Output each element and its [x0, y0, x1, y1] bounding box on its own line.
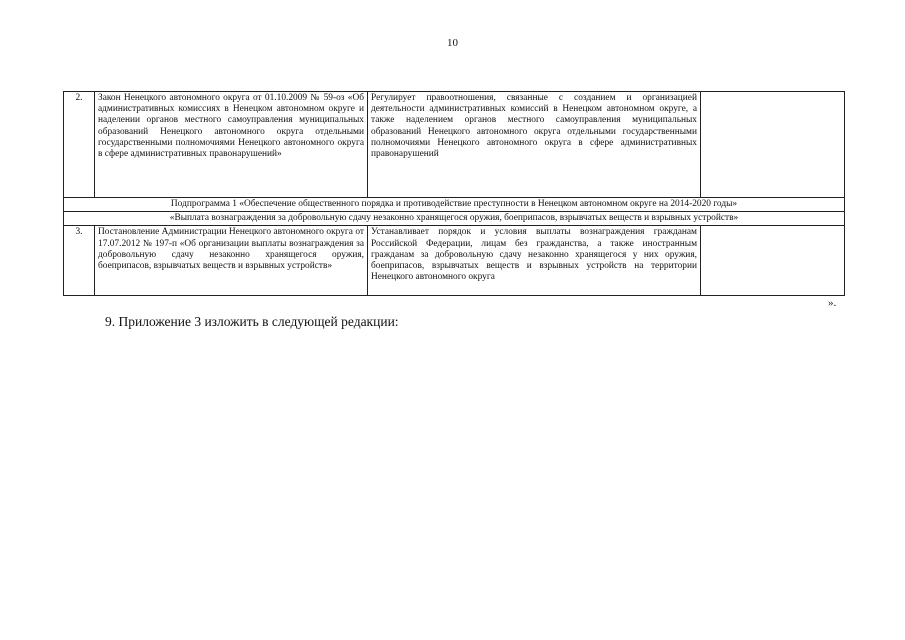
legal-acts-table [63, 91, 845, 296]
legal-act-note [701, 92, 845, 198]
table-row [64, 92, 845, 198]
measure-row [64, 212, 845, 226]
closing-quote: ». [828, 297, 837, 309]
legal-act-title: Постановление Администрации Ненецкого автономного округа от 17.07.2012 № 197-п «Об организации выплаты вознаграждения за добровольную сдачу незаконно хранящегося оружия, боеприпасов, взрывчатых веществ и взрывных устройств» [95, 226, 368, 296]
legal-act-title: Закон Ненецкого автономного округа от 01.10.2009 № 59-оз «Об административных комиссиях в Ненецком автономном округе и наделении органов местного самоуправления муниципальных образований Ненецкого автономного округа отдельными государственными полномочиями Ненецкого автономного округа в сфере административных правонарушений» [95, 92, 368, 198]
legal-act-note [701, 226, 845, 296]
row-number: 2. [64, 92, 95, 198]
measure-heading: «Выплата вознаграждения за добровольную сдачу незаконно хранящегося оружия, боеприпасов, взрывчатых веществ и взрывных устройств» [64, 212, 845, 226]
legal-act-description: Регулирует правоотношения, связанные с созданием и организацией деятельности административных комиссий в Ненецком автономном округе, а также наделением органов местного самоуправления муниципальных образований Ненецкого автономного округа отдельными государственными полномочиями Ненецкого автономного округа в сфере административных правонарушений [368, 92, 701, 198]
page-number: 10 [447, 37, 458, 49]
row-number: 3. [64, 226, 95, 296]
legal-act-description: Устанавливает порядок и условия выплаты вознаграждения гражданам Российской Федерации, лицам без гражданства, а также иностранным гражданам за добровольную сдачу незаконно хранящегося у них оружия, боеприпасов, взрывчатых веществ и взрывных устройств на территории Ненецкого автономного округа [368, 226, 701, 296]
subprogram-row [64, 198, 845, 212]
paragraph-9: 9. Приложение 3 изложить в следующей редакции: [105, 314, 399, 329]
subprogram-heading: Подпрограмма 1 «Обеспечение общественного порядка и противодействие преступности в Ненецком автономном округе на 2014-2020 годы» [64, 198, 845, 212]
table-row [64, 226, 845, 296]
